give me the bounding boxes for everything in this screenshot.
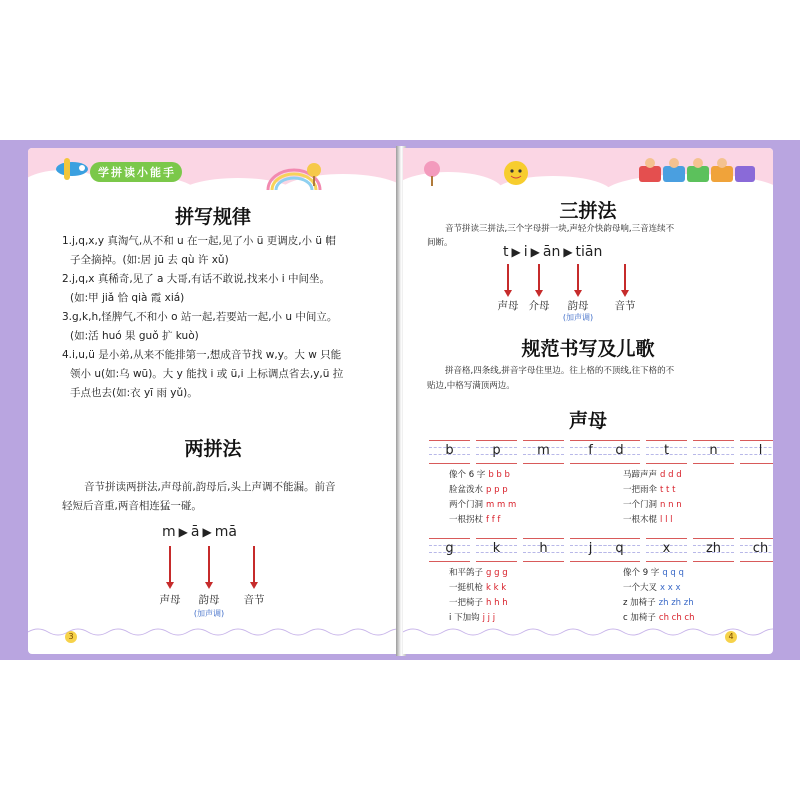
grid-cell	[429, 538, 470, 562]
label-syllable: 音节	[614, 300, 636, 312]
grid-cell	[693, 440, 734, 464]
rhyme-line	[623, 596, 694, 611]
arrow-down-icon	[507, 264, 509, 290]
grid-cell	[646, 440, 687, 464]
grid-cell	[523, 538, 564, 562]
rhyme-letters: m m m	[486, 500, 517, 510]
rhyme-letters: k k k	[486, 583, 507, 593]
rhyme-list	[449, 566, 508, 626]
rule-line: 2.j,q,x 真稀奇,见了 a 大哥,有话不敢说,找来小 i 中间坐。	[62, 273, 331, 285]
rhyme-line	[623, 468, 682, 483]
label-initial: 声母	[497, 300, 519, 312]
pinyin-grid	[429, 440, 611, 464]
arrow-down-icon	[250, 582, 258, 589]
grid-letter: j	[588, 541, 593, 556]
grid-cell	[599, 538, 640, 562]
rhyme-text: z 加椅子	[623, 598, 656, 608]
desc-line: 间断。	[427, 238, 453, 248]
grid-letter: t	[663, 443, 670, 458]
rule-line: 领小 u(如:乌 wū)。大 y 能找 i 或 ü,i 上标调点省去,y,ü 拉	[70, 368, 344, 380]
rhyme-text: 一根拐杖	[449, 515, 484, 525]
label-final: 韵母	[567, 300, 589, 312]
brand-char: 小	[137, 166, 148, 179]
pinyin-part: i	[523, 244, 528, 260]
desc-line: 轻短后音重,两音相连猛一碰。	[62, 500, 202, 512]
grid-letter: d	[615, 443, 624, 458]
grid-letter: n	[709, 443, 718, 458]
title-writing-songs: 规范书写及儿歌	[521, 338, 655, 360]
rule-line: 手点也去(如:衣 yī 雨 yǔ)。	[70, 387, 198, 399]
arrow-down-icon	[535, 290, 543, 297]
arrow-down-icon	[624, 264, 626, 290]
pinyin-part: ān	[542, 244, 561, 260]
rhyme-text: 一把雨伞	[623, 485, 658, 495]
rhyme-line	[449, 566, 508, 581]
rhyme-text: 脸盆泼水	[449, 485, 484, 495]
grid-cell	[599, 440, 640, 464]
grid-letter: h	[539, 541, 548, 556]
pinyin-grid	[599, 440, 773, 464]
right-page	[403, 148, 773, 654]
grid-letter: zh	[705, 541, 722, 556]
rhyme-line	[449, 611, 508, 626]
rhyme-letters: zh zh zh	[658, 598, 694, 608]
label-final: 韵母	[198, 594, 220, 606]
grid-letter: x	[662, 541, 671, 556]
rhyme-text: 像个 9 字	[623, 568, 660, 578]
rhyme-letters: n n n	[660, 500, 682, 510]
rules-list	[62, 232, 392, 403]
grid-letter: l	[758, 443, 763, 458]
grid-cell	[523, 440, 564, 464]
tone-note: (加声调)	[193, 609, 225, 618]
brand-char: 手	[163, 166, 174, 179]
rhyme-line	[623, 611, 694, 626]
rhyme-letters: f f f	[486, 515, 501, 525]
pinyin-part: m	[162, 524, 176, 540]
brand-char: 能	[150, 166, 161, 179]
arrow-right-icon: ▶	[178, 525, 188, 539]
rhyme-text: c 加椅子	[623, 613, 656, 623]
grid-letter: m	[537, 443, 550, 458]
arrow-right-icon: ▶	[511, 245, 521, 259]
arrow-right-icon: ▶	[202, 525, 212, 539]
rhyme-text: 一挺机枪	[449, 583, 484, 593]
grid-letter: ch	[752, 541, 769, 556]
page-number: 3	[65, 631, 77, 643]
rhyme-letters: x x x	[660, 583, 681, 593]
two-spell-sequence	[162, 524, 237, 540]
arrow-down-icon	[577, 264, 579, 290]
brand-char: 读	[124, 166, 135, 179]
arrow-down-icon	[538, 264, 540, 290]
pinyin-part: t	[503, 244, 509, 260]
brand-char: 学	[98, 166, 109, 179]
pinyin-grid	[599, 538, 773, 562]
tree-icon	[423, 160, 441, 186]
grid-letter: k	[492, 541, 501, 556]
pinyin-part: mā	[214, 524, 237, 540]
grid-letter: g	[445, 541, 454, 556]
rhyme-line	[449, 513, 516, 528]
title-two-spell: 两拼法	[184, 438, 242, 460]
grid-cell	[646, 538, 687, 562]
rhyme-line	[449, 483, 516, 498]
rhyme-letters: b b b	[488, 470, 510, 480]
sun-icon	[499, 156, 533, 190]
desc-line: 贴边,中格写满顶两边。	[427, 381, 515, 391]
grid-letter: f	[588, 443, 593, 458]
desc-line: 音节拼读三拼法,三个字母拼一块,声轻介快韵母响,三音连续不	[445, 224, 675, 234]
rule-line: 1.j,q,x,y 真淘气,从不和 u 在一起,见了小 ü 更调皮,小 ü 帽	[62, 235, 336, 247]
label-initial: 声母	[159, 594, 181, 606]
three-spell-sequence	[503, 244, 602, 260]
rhyme-line	[623, 566, 694, 581]
page-number: 4	[725, 631, 737, 643]
rule-line: (如:甲 jiǎ 恰 qià 霞 xiá)	[70, 292, 185, 304]
train-icon	[639, 158, 755, 188]
rhyme-text: i 下加钩	[449, 613, 480, 623]
rhyme-text: 马蹄声声	[623, 470, 658, 480]
desc-line: 音节拼读两拼法,声母前,韵母后,头上声调不能漏。前音	[84, 481, 336, 493]
rhyme-text: 一个门洞	[623, 500, 658, 510]
label-medial: 介母	[528, 300, 550, 312]
rhyme-line	[449, 596, 508, 611]
rhyme-letters: l l l	[660, 515, 673, 525]
desc-line: 拼音格,四条线,拼音字母住里边。往上格的不顶线,往下格的不	[445, 366, 675, 376]
wave-decoration	[28, 626, 398, 638]
rhyme-list	[449, 468, 516, 528]
grid-cell	[476, 538, 517, 562]
plane-icon	[52, 156, 90, 180]
title-three-spell: 三拼法	[559, 200, 617, 222]
grid-letter: p	[492, 443, 501, 458]
grid-cell	[740, 440, 773, 464]
left-page	[28, 148, 398, 654]
arrow-down-icon	[621, 290, 629, 297]
rhyme-text: 两个门洞	[449, 500, 484, 510]
rhyme-letters: h h h	[486, 598, 508, 608]
rhyme-letters: p p p	[486, 485, 508, 495]
arrow-down-icon	[166, 582, 174, 589]
pinyin-part: tiān	[575, 244, 603, 260]
tree-icon	[306, 162, 322, 186]
rhyme-line	[449, 581, 508, 596]
writing-desc	[427, 364, 767, 394]
brand-badge	[90, 162, 182, 182]
title-initials: 声母	[568, 410, 607, 432]
rhyme-text: 一根木棍	[623, 515, 658, 525]
grid-cell	[740, 538, 773, 562]
arrow-right-icon: ▶	[563, 245, 573, 259]
grid-cell	[693, 538, 734, 562]
rhyme-letters: d d d	[660, 470, 682, 480]
rhyme-letters: g g g	[486, 568, 508, 578]
rhyme-text: 一把椅子	[449, 598, 484, 608]
rule-line: 子全摘掉。(如:居 jū 去 qù 许 xǔ)	[70, 254, 229, 266]
title-spelling-rules: 拼写规律	[174, 206, 251, 228]
grid-letter: b	[445, 443, 454, 458]
rhyme-line	[623, 513, 682, 528]
arrow-down-icon	[208, 546, 210, 582]
rhyme-letters: q q q	[662, 568, 684, 578]
rule-line: 4.i,u,ü 是小弟,从来不能排第一,想成音节找 w,y。大 w 只能	[62, 349, 342, 361]
rhyme-letters: t t t	[660, 485, 676, 495]
rhyme-line	[449, 498, 516, 513]
grid-cell	[429, 440, 470, 464]
rhyme-line	[623, 581, 694, 596]
rhyme-list	[623, 468, 682, 528]
grid-cell	[476, 440, 517, 464]
rhyme-letters: j j j	[482, 613, 496, 623]
pinyin-part: ā	[190, 524, 200, 540]
pinyin-grid	[429, 538, 611, 562]
arrow-down-icon	[504, 290, 512, 297]
rhyme-letters: ch ch ch	[658, 613, 695, 623]
rhyme-line	[449, 468, 516, 483]
arrow-down-icon	[169, 546, 171, 582]
two-spell-desc	[62, 478, 392, 516]
label-syllable: 音节	[243, 594, 265, 606]
rhyme-line	[623, 498, 682, 513]
rule-line: 3.g,k,h,怪脾气,不和小 o 站一起,若要站一起,小 u 中间立。	[62, 311, 338, 323]
rhyme-line	[623, 483, 682, 498]
arrow-right-icon: ▶	[530, 245, 540, 259]
rhyme-text: 和平鸽子	[449, 568, 484, 578]
tone-note: (加声调)	[562, 313, 594, 322]
grid-letter: q	[615, 541, 624, 556]
arrow-down-icon	[253, 546, 255, 582]
arrow-down-icon	[574, 290, 582, 297]
arrow-down-icon	[205, 582, 213, 589]
rhyme-text: 像个 6 字	[449, 470, 486, 480]
rule-line: (如:活 huó 果 guǒ 扩 kuò)	[70, 330, 199, 342]
brand-char: 拼	[111, 166, 122, 179]
wave-decoration	[403, 626, 773, 638]
rhyme-text: 一个大叉	[623, 583, 658, 593]
rhyme-list	[623, 566, 694, 626]
